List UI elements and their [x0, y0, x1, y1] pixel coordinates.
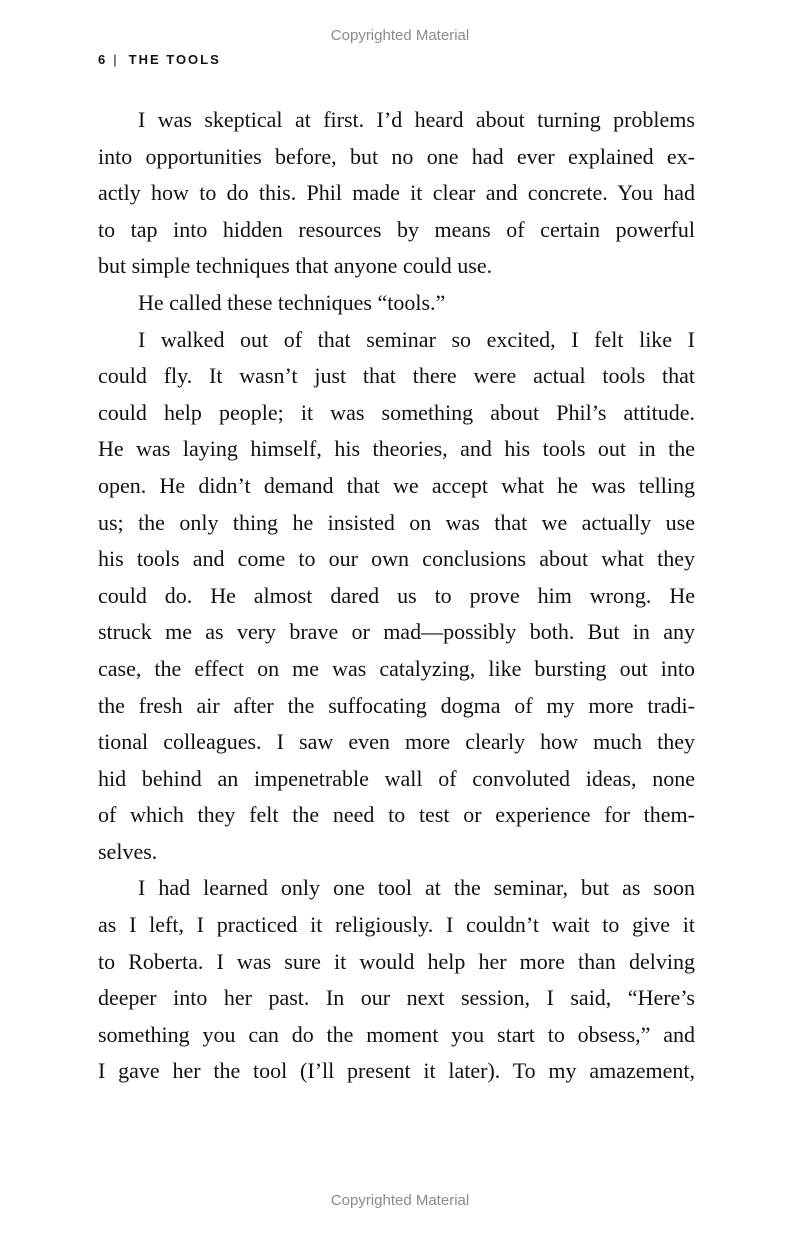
text-line: tional colleagues. I saw even more clearly how much they — [98, 729, 695, 755]
paragraph — [98, 322, 695, 871]
chapter-title: THE TOOLS — [128, 52, 221, 67]
copyright-watermark-bottom: Copyrighted Material — [330, 1192, 470, 1209]
paragraph — [98, 870, 695, 1090]
text-line: He was laying himself, his theories, and his tools out in the — [98, 436, 695, 462]
text-line: hid behind an impenetrable wall of convoluted ideas, none — [98, 765, 695, 791]
text-line: could fly. It wasn’t just that there were actual tools that — [98, 363, 695, 389]
text-line: open. He didn’t demand that we accept what he was telling — [98, 472, 695, 498]
text-line: to Roberta. I was sure it would help her more than delving — [98, 948, 695, 974]
running-head-separator: | — [113, 52, 119, 67]
text-line: the fresh air after the suffocating dogma of my more tradi- — [98, 692, 695, 718]
text-line: He called these techniques “tools.” — [138, 289, 446, 315]
text-line: I had learned only one tool at the seminar, but as soon — [138, 875, 695, 901]
text-line: selves. — [98, 838, 158, 864]
text-line: into opportunities before, but no one had ever explained ex- — [98, 143, 695, 169]
text-line: us; the only thing he insisted on was that we actually use — [98, 509, 695, 535]
copyright-watermark-top: Copyrighted Material — [330, 27, 470, 44]
paragraph — [98, 285, 695, 322]
text-line: I walked out of that seminar so excited, I felt like I — [138, 326, 695, 352]
paragraph — [98, 102, 695, 285]
running-head — [98, 52, 221, 67]
text-line: I was skeptical at first. I’d heard about turning problems — [138, 107, 695, 132]
page-number: 6 — [98, 52, 108, 67]
text-line: actly how to do this. Phil made it clear and concrete. You had — [98, 180, 695, 206]
text-line: struck me as very brave or mad—possibly both. But in any — [98, 619, 695, 645]
text-line: of which they felt the need to test or experience for them- — [98, 802, 695, 828]
text-line: I gave her the tool (I’ll present it later). To my amazement, — [98, 1058, 695, 1084]
text-line: something you can do the moment you start to obsess,” and — [98, 1021, 695, 1047]
text-line: could do. He almost dared us to prove him wrong. He — [98, 582, 695, 608]
text-line: to tap into hidden resources by means of certain powerful — [98, 216, 695, 242]
text-line: deeper into her past. In our next session, I said, “Here’s — [98, 985, 695, 1011]
text-line: case, the effect on me was catalyzing, like bursting out into — [98, 655, 695, 681]
text-line: could help people; it was something about Phil’s attitude. — [98, 399, 695, 425]
body-text — [98, 102, 695, 1090]
text-line: his tools and come to our own conclusions about what they — [98, 546, 695, 572]
text-line: but simple techniques that anyone could use. — [98, 253, 493, 279]
text-line: as I left, I practiced it religiously. I couldn’t wait to give it — [98, 912, 695, 938]
